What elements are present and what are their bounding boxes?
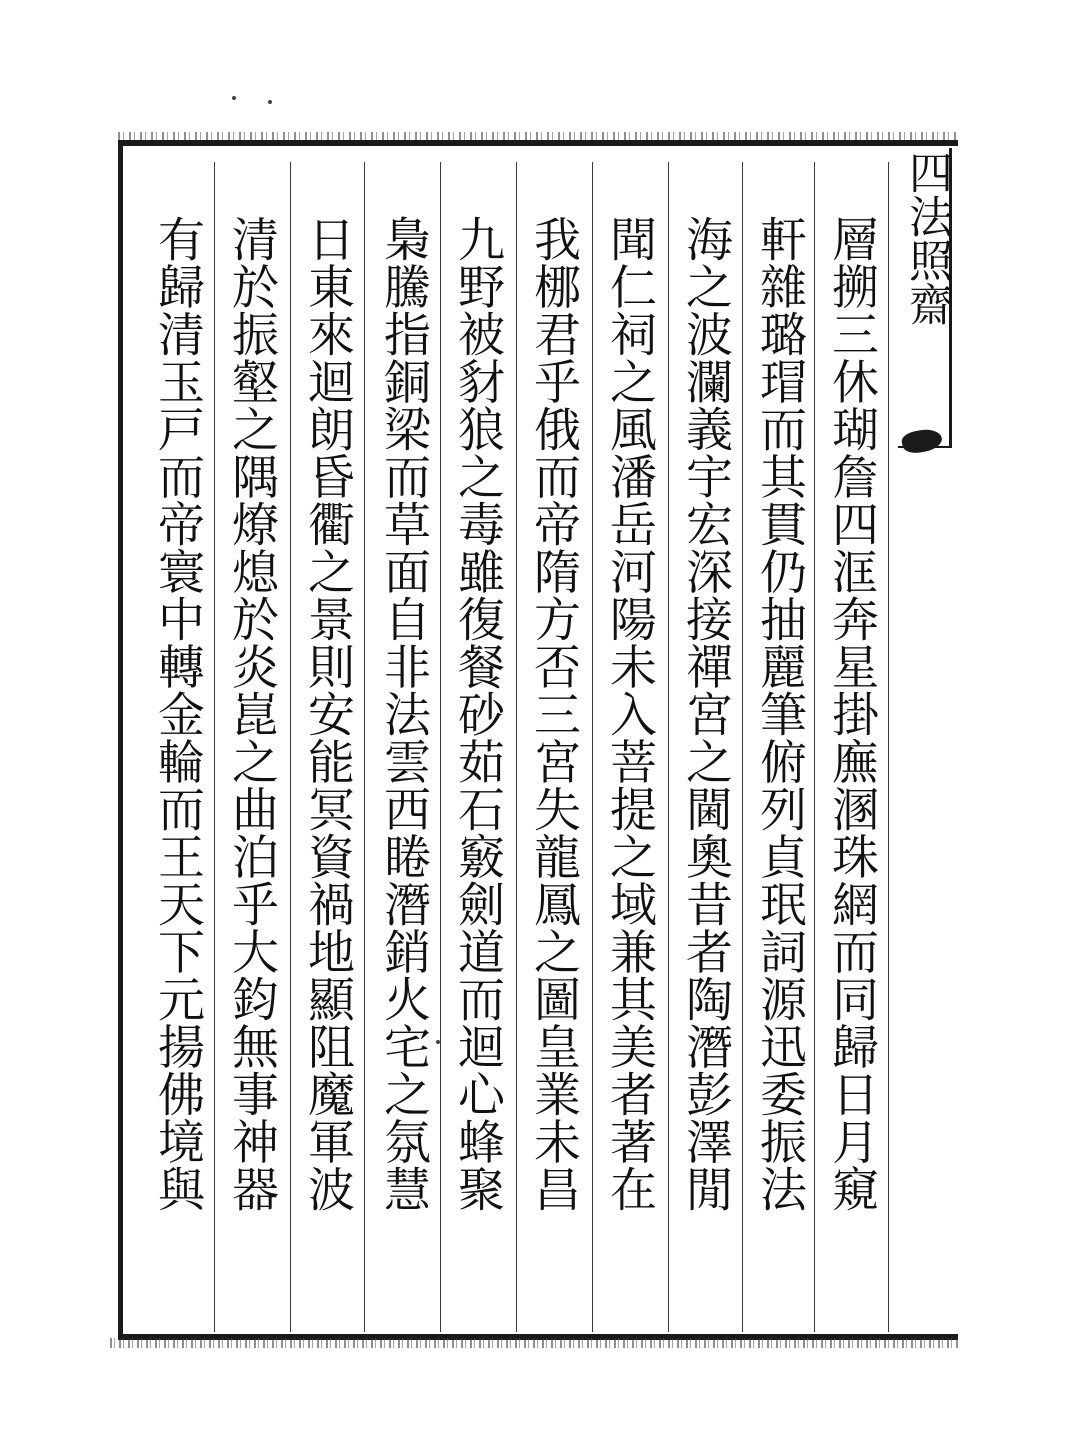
text-column: 層搠三休瑚詹四洭奔星掛廡溷珠網而同歸日月窺 [824, 215, 879, 1213]
column-rule [888, 162, 889, 1332]
scan-speck [232, 96, 236, 100]
text-column: 我梛君乎俄而帝隋方否三宮失龍鳳之圖皇業未昌 [526, 215, 581, 1213]
column-rule [516, 162, 517, 1332]
column-rule [668, 162, 669, 1332]
scan-speck [436, 1040, 440, 1044]
text-column: 日東來迴朗昏衢之景則安能冥資禍地顯阻魔軍波 [300, 215, 355, 1213]
scan-speck [268, 100, 272, 104]
column-rule [214, 162, 215, 1332]
column-rule [364, 162, 365, 1332]
frame-border-bottom-noise [110, 1338, 960, 1348]
column-rule [290, 162, 291, 1332]
text-column: 有歸清玉戸而帝寰中轉金輪而王天下元揚佛境與 [150, 215, 205, 1213]
text-column: 軒雜璐瑁而其貫仍抽麗筆俯列貞珉詞源迅委振法 [752, 215, 807, 1213]
column-rule [814, 162, 815, 1332]
text-column: 聞仁祠之風潘岳河陽未入菩提之域兼其美者著在 [602, 215, 657, 1213]
text-column: 九野被豺狼之毒雖復餐砂茹石竅劍道而迴心蜂聚 [450, 215, 505, 1213]
column-rule [592, 162, 593, 1332]
text-column: 梟騰指銅梁而草面自非法雲西睠潛銷火宅之氛慧 [376, 215, 431, 1213]
text-column: 清於振壑之隅燎熄於炎崑之曲泊乎大鈞無事神器 [224, 215, 279, 1213]
column-rule [440, 162, 441, 1332]
margin-title: 四法照齋 [901, 150, 952, 326]
text-column: 海之波瀾義宇宏深接禪宮之閫奧昔者陶潛彭澤閒 [678, 215, 733, 1213]
frame-border-top-noise [118, 132, 958, 140]
column-rule [742, 162, 743, 1332]
